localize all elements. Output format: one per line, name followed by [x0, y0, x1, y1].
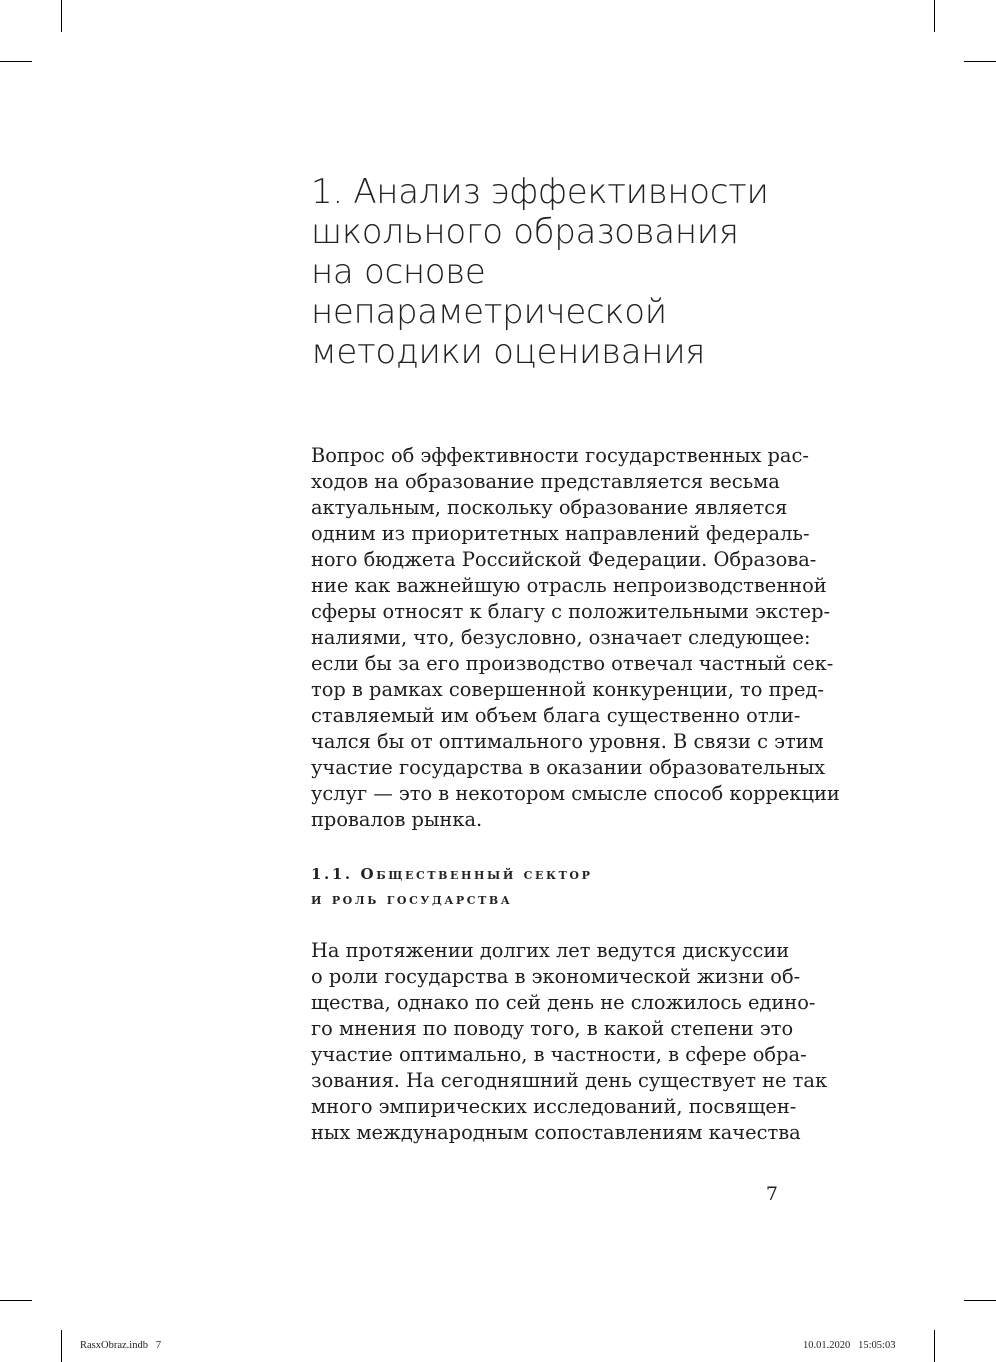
text-line: ходов на образование представляется весьма [311, 470, 780, 493]
text-line: участие оптимально, в частности, в сфере обра- [311, 1043, 807, 1066]
text-line: тор в рамках совершенной конкуренции, то пред- [311, 678, 824, 701]
text-line: участие государства в оказании образовательных [311, 756, 826, 779]
text-line: одним из приоритетных направлений федераль- [311, 522, 810, 545]
chapter-title-line: 1. Анализ эффективности [311, 172, 769, 212]
crop-mark-right-top [964, 61, 996, 62]
text-line: Вопрос об эффективности государственных рас- [311, 444, 809, 467]
text-line: сферы относят к благу с положительными экстер- [311, 600, 831, 623]
slug-filename: RasxObraz.indb 7 [80, 1340, 162, 1351]
chapter-title-line: непараметрической [311, 292, 667, 332]
slug-timestamp: 10.01.2020 15:05:03 [803, 1340, 896, 1351]
text-line: ного бюджета Российской Федерации. Образова- [311, 548, 817, 571]
page-number: 7 [765, 1183, 778, 1205]
crop-mark-right-bottom [964, 1300, 996, 1301]
text-line: зования. На сегодняшний день существует не так [311, 1069, 828, 1092]
crop-mark-left-top [0, 61, 32, 62]
chapter-title-line: методики оценивания [311, 332, 706, 372]
text-line: налиями, что, безусловно, означает следующее: [311, 626, 811, 649]
text-line: если бы за его производство отвечал частный сек- [311, 652, 834, 675]
text-line: щества, однако по сей день не сложилось едино- [311, 991, 816, 1014]
text-line: ставляемый им объем блага существенно отли- [311, 704, 801, 727]
crop-mark-top-left [61, 0, 62, 32]
text-line: услуг — это в некотором смысле способ коррекции [311, 782, 840, 805]
chapter-title [311, 172, 781, 372]
text-line: го мнения по поводу того, в какой степени это [311, 1017, 794, 1040]
chapter-title-line: школьного образования [311, 212, 739, 252]
section-heading-line: 1.1. Общественный сектор [311, 865, 593, 883]
chapter-title-line: на основе [311, 252, 486, 292]
text-line: актуальным, поскольку образование является [311, 496, 788, 519]
crop-mark-bottom-right [934, 1330, 935, 1362]
crop-mark-top-right [934, 0, 935, 32]
intro-paragraph [311, 443, 840, 833]
section-paragraph [311, 938, 828, 1146]
text-line: чался бы от оптимального уровня. В связи с этим [311, 730, 824, 753]
text-line: о роли государства в экономической жизни об- [311, 965, 801, 988]
crop-mark-bottom-left [61, 1330, 62, 1362]
text-line: провалов рынка. [311, 808, 483, 831]
crop-mark-left-bottom [0, 1300, 32, 1301]
text-line: ных международным сопоставлениям качества [311, 1121, 801, 1144]
section-heading-line: и роль государства [311, 890, 513, 908]
section-heading [311, 862, 781, 912]
text-line: ние как важнейшую отрасль непроизводственной [311, 574, 827, 597]
text-line: На протяжении долгих лет ведутся дискуссии [311, 939, 790, 962]
text-line: много эмпирических исследований, посвящен- [311, 1095, 797, 1118]
